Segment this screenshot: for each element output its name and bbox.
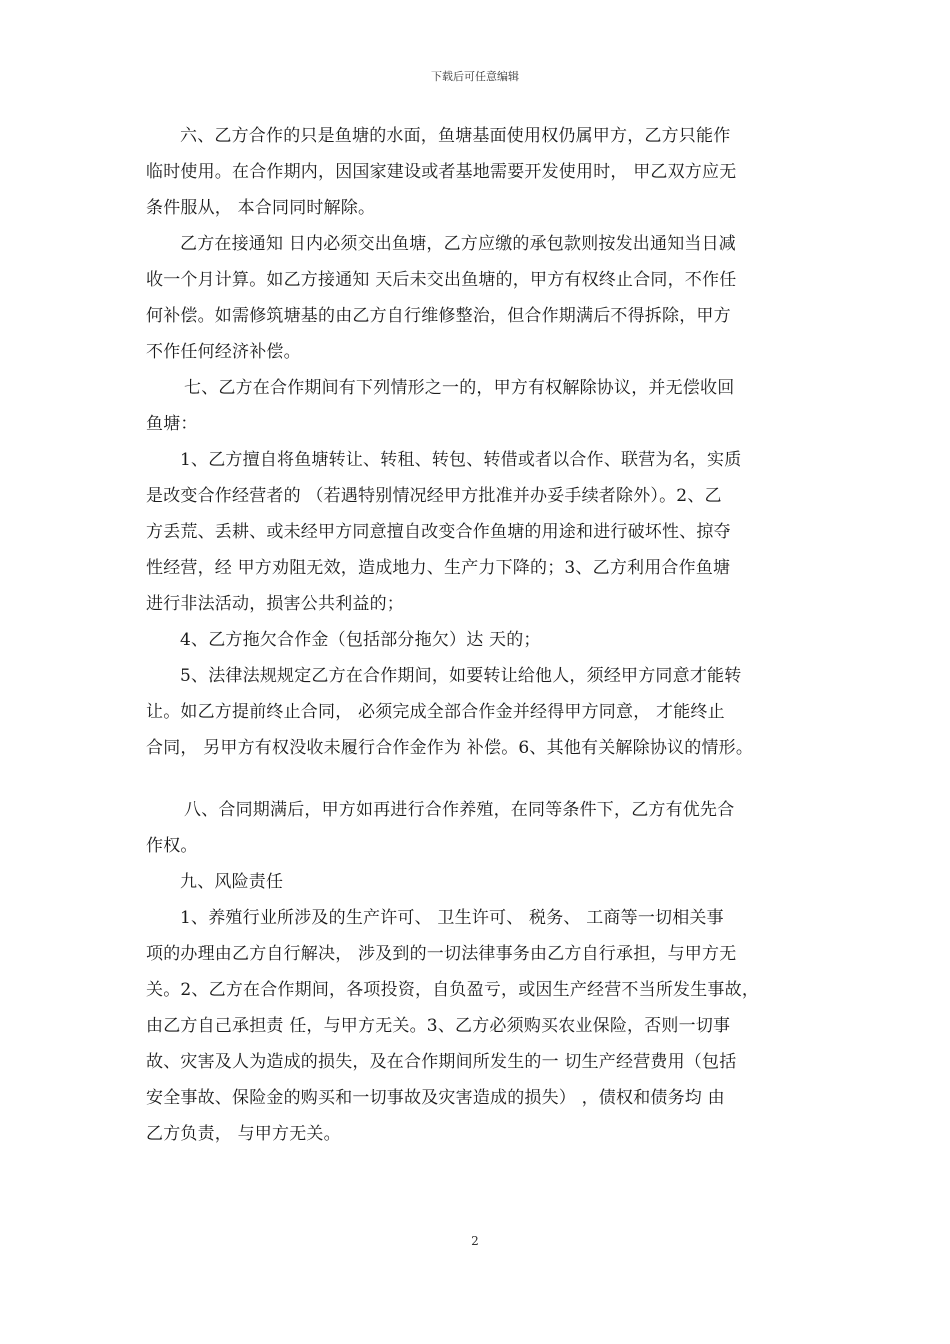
section-7-heading-line: 鱼塘：: [146, 414, 198, 434]
section-9-heading: 九、风险责任: [180, 872, 284, 892]
section-9-line: 故、灾害及人为造成的损失，及在合作期间所发生的一 切生产经营费用（包括: [146, 1052, 737, 1072]
section-7-item-line: 性经营，经 甲方劝阻无效，造成地力、生产力下降的；3、乙方利用合作鱼塘: [146, 558, 731, 578]
section-9-line: 项的办理由乙方自行解决， 涉及到的一切法律事务由乙方自行承担，与甲方无: [146, 944, 737, 964]
section-6-paragraph-line: 何补偿。如需修筑塘基的由乙方自行维修整治，但合作期满后不得拆除，甲方: [146, 306, 731, 326]
section-6-paragraph-line: 乙方在接通知 日内必须交出鱼塘，乙方应缴的承包款则按发出通知当日减: [180, 234, 737, 254]
section-6-paragraph-line: 收一个月计算。如乙方接通知 天后未交出鱼塘的，甲方有权终止合同，不作任: [146, 270, 737, 290]
section-9-line: 安全事故、保险金的购买和一切事故及灾害造成的损失） ，债权和债务均 由: [146, 1088, 725, 1108]
section-7-item-line: 1、乙方擅自将鱼塘转让、转租、转包、转借或者以合作、联营为名，实质: [180, 450, 742, 470]
section-9-line: 乙方负责， 与甲方无关。: [146, 1124, 341, 1144]
section-6-line: 条件服从， 本合同同时解除。: [146, 198, 376, 218]
document-body: [146, 118, 814, 1152]
section-7-item-line: 合同， 另甲方有权没收未履行合作金作为 补偿。6、其他有关解除协议的情形。: [146, 738, 754, 758]
section-9-line: 由乙方自己承担责 任，与甲方无关。3、乙方必须购买农业保险，否则一切事: [146, 1016, 731, 1036]
section-7-item-line: 5、法律法规规定乙方在合作期间，如要转让给他人，须经甲方同意才能转: [180, 666, 742, 686]
page-number: 2: [471, 1234, 479, 1248]
section-8-line: 作权。: [146, 836, 198, 856]
section-6-line: 临时使用。在合作期内，因国家建设或者基地需要开发使用时， 甲乙双方应无: [146, 162, 737, 182]
section-7-item-line: 是改变合作经营者的 （若遇特别情况经甲方批准并办妥手续者除外）。2、乙: [146, 486, 722, 506]
section-9-line: 关。2、乙方在合作期间，各项投资，自负盈亏，或因生产经营不当所发生事故，: [146, 980, 760, 1000]
section-7-item-line: 进行非法活动，损害公共利益的；: [146, 594, 404, 614]
section-6-line: 六、乙方合作的只是鱼塘的水面，鱼塘基面使用权仍属甲方，乙方只能作: [180, 126, 731, 146]
page-header-note: 下载后可任意编辑: [431, 70, 519, 83]
paragraph-gap: [146, 766, 814, 792]
section-7-item-line: 方丢荒、丢耕、或未经甲方同意擅自改变合作鱼塘的用途和进行破坏性、掠夺: [146, 522, 731, 542]
section-8-line: 八、合同期满后，甲方如再进行合作养殖，在同等条件下，乙方有优先合: [184, 800, 735, 820]
section-6-paragraph-line: 不作任何经济补偿。: [146, 342, 301, 362]
section-7-item-line: 让。如乙方提前终止合同， 必须完成全部合作金并经得甲方同意， 才能终止: [146, 702, 725, 722]
section-7-item-line: 4、乙方拖欠合作金（包括部分拖欠）达 天的；: [180, 630, 541, 650]
section-7-heading-line: 七、乙方在合作期间有下列情形之一的，甲方有权解除协议，并无偿收回: [184, 378, 735, 398]
section-9-line: 1、养殖行业所涉及的生产许可、 卫生许可、 税务、 工商等一切相关事: [180, 908, 724, 928]
